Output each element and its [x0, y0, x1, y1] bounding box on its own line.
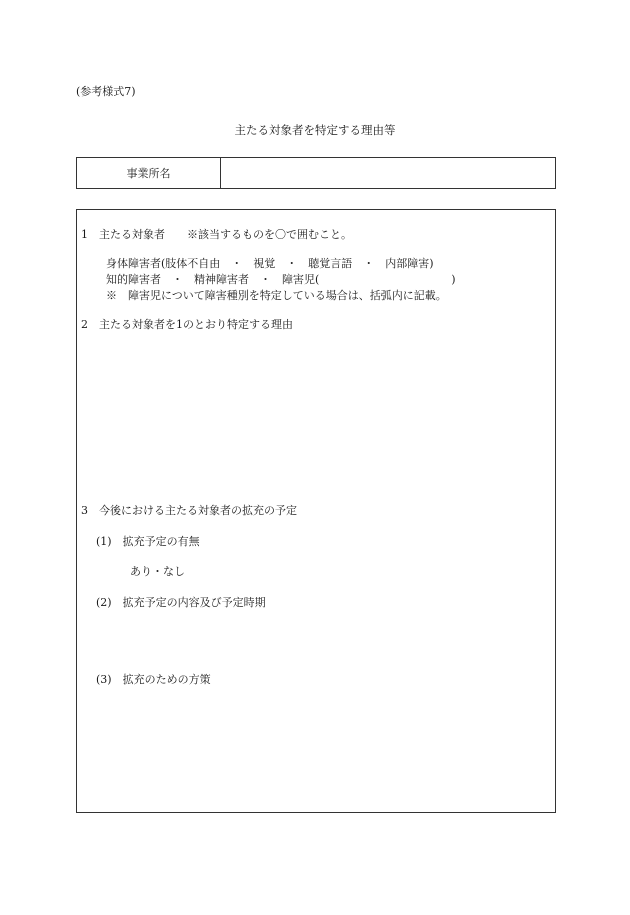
- section3-item2-label: (2) 拡充予定の内容及び予定時期: [96, 596, 266, 609]
- section1-mental-line: 知的障害者 ・ 精神障害者 ・ 障害児( ): [106, 273, 456, 286]
- office-name-field[interactable]: [221, 158, 555, 188]
- section3-item3-label: (3) 拡充のための方策: [96, 673, 211, 686]
- document-title: 主たる対象者を特定する理由等: [234, 123, 396, 137]
- section2-heading: 2 主たる対象者を1のとおり特定する理由: [81, 318, 293, 331]
- section3-item1-label: (1) 拡充予定の有無: [96, 535, 200, 548]
- section1-heading: 1 主たる対象者 ※該当するものを〇で囲むこと。: [81, 228, 352, 241]
- office-name-label-text: 事業所名: [126, 167, 171, 180]
- section3-item1-value: あり・なし: [130, 565, 185, 578]
- section1-note: ※ 障害児について障害種別を特定している場合は、括弧内に記載。: [106, 289, 447, 302]
- office-name-label: [77, 158, 221, 188]
- office-name-table: [76, 157, 556, 189]
- section3-heading: 3 今後における主たる対象者の拡充の予定: [81, 504, 297, 517]
- style-label: (参考様式7): [76, 85, 136, 98]
- section1-physical-line: 身体障害者(肢体不自由 ・ 視覚 ・ 聴覚言語 ・ 内部障害): [106, 257, 434, 270]
